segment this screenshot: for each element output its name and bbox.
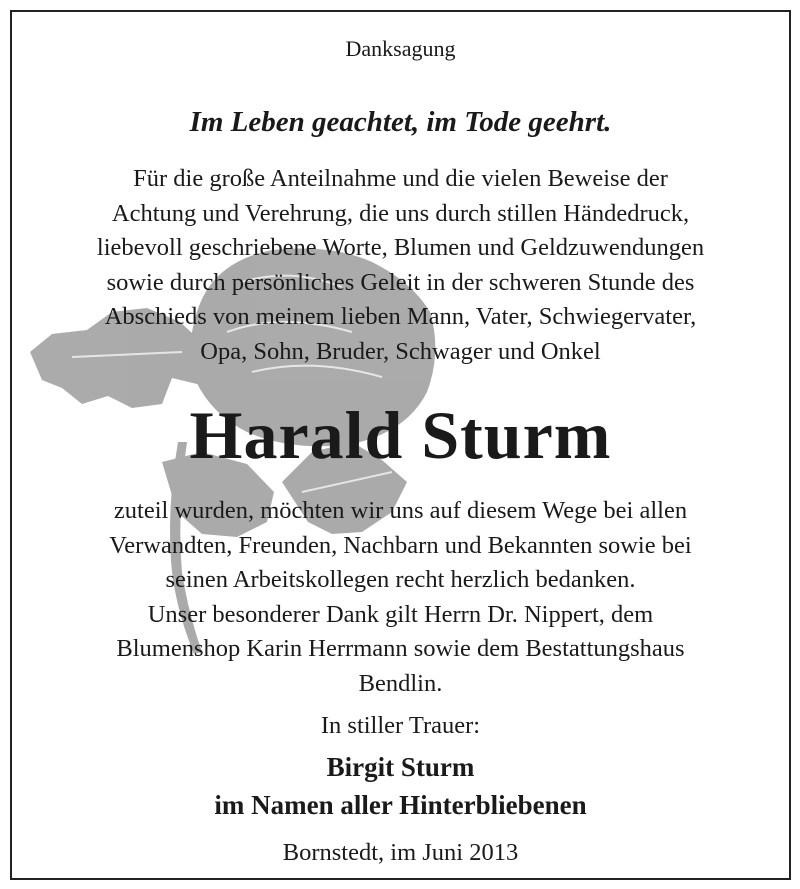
- notice-heading: Danksagung: [345, 36, 456, 61]
- signer-name: Birgit Sturm: [326, 752, 475, 782]
- text-line: Verwandten, Freunden, Nachbarn und Bekannten sowie bei: [109, 531, 692, 559]
- thanks-paragraph-2: [12, 494, 789, 701]
- signer-note: im Namen aller Hinterbliebenen: [214, 790, 587, 820]
- text-line: Abschieds von meinem lieben Mann, Vater, Schwiegervater,: [104, 303, 697, 330]
- text-line: zuteil wurden, möchten wir uns auf diesem Wege bei allen: [113, 497, 688, 524]
- text-line: Für die große Anteilnahme und die vielen Beweise der: [133, 165, 668, 192]
- text-line: Opa, Sohn, Bruder, Schwager und Onkel: [200, 337, 601, 365]
- text-line: liebevoll geschriebene Worte, Blumen und Geldzuwendungen: [96, 234, 705, 261]
- text-line: Achtung und Verehrung, die uns durch stillen Händedruck,: [111, 199, 690, 227]
- text-line: Blumenshop Karin Herrmann sowie dem Bestattungshaus: [116, 635, 685, 662]
- text-line: Unser besonderer Dank gilt Herrn Dr. Nippert, dem: [147, 600, 654, 628]
- motto: Im Leben geachtet, im Tode geehrt.: [189, 106, 612, 138]
- mourning-intro: In stiller Trauer:: [320, 712, 481, 739]
- text-line: Bendlin.: [358, 669, 443, 697]
- thanks-paragraph-1: [12, 162, 789, 369]
- obituary-notice: [10, 10, 791, 880]
- text-line: seinen Arbeitskollegen recht herzlich bedanken.: [165, 566, 636, 593]
- deceased-name: Harald Sturm: [189, 397, 612, 473]
- text-line: sowie durch persönliches Geleit in der schweren Stunde des: [106, 268, 695, 296]
- place-date: Bornstedt, im Juni 2013: [282, 839, 519, 866]
